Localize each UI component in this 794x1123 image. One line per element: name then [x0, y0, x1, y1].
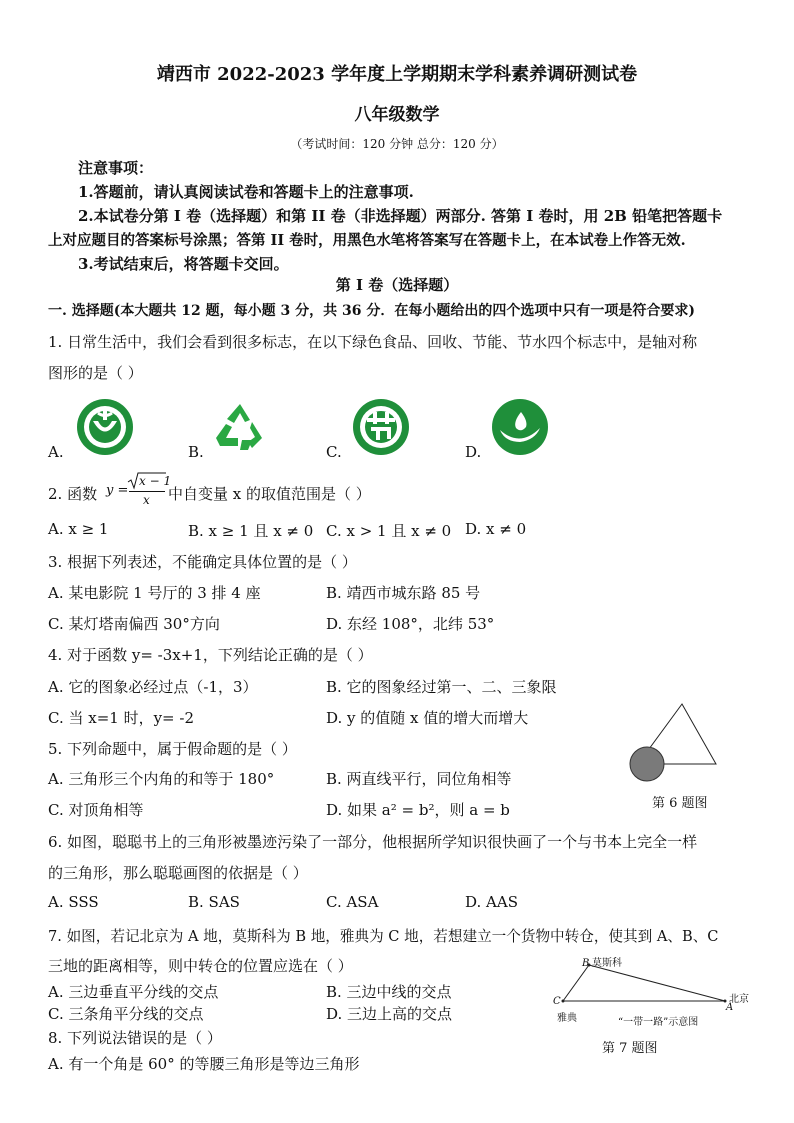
energy-saving-logo-icon: [352, 398, 410, 456]
q4-option-a: A. 它的图象必经过点（-1，3）: [48, 678, 258, 696]
q2-option-a: A. x ≥ 1: [48, 520, 109, 538]
q2-option-c: C. x > 1 且 x ≠ 0: [326, 522, 452, 540]
q1-option-d-label: D.: [465, 443, 482, 461]
q2-option-b: B. x ≥ 1 且 x ≠ 0: [188, 522, 314, 540]
figure-7-label-a: A: [726, 1002, 734, 1013]
subject-title: 八年级数学: [354, 105, 440, 125]
exam-info: （考试时间：120 分钟 总分：120 分）: [290, 137, 504, 151]
figure-7-label-b: B: [582, 958, 590, 969]
figure-7-caption: 第 7 题图: [602, 1041, 658, 1056]
q3-option-c: C. 某灯塔南偏西 30°方向: [48, 615, 220, 633]
q7-option-d: D. 三边上高的交点: [326, 1005, 453, 1023]
q7-line-1: 7. 如图，若记北京为 A 地，莫斯科为 B 地，雅典为 C 地，若想建立一个货物中转仓，使其到 A、B、C: [48, 928, 719, 945]
recycle-logo-icon: [212, 400, 268, 454]
q6-line-1: 6. 如图，聪聪书上的三角形被墨迹污染了一部分，他根据所学知识很快画了一个与书本上完全一样: [48, 833, 698, 851]
part1-title: 第 I 卷（选择题）: [335, 276, 459, 294]
q2-option-d: D. x ≠ 0: [465, 520, 527, 538]
q1-option-b-label: B.: [188, 443, 204, 461]
notes-item-2-line-1: 2.本试卷分第 I 卷（选择题）和第 II 卷（非选择题）两部分. 答第 I 卷时，用 2B 铅笔把答题卡: [78, 207, 723, 225]
q4-option-b: B. 它的图象经过第一、二、三象限: [326, 678, 557, 696]
q5-option-b: B. 两直线平行，同位角相等: [326, 770, 512, 788]
q6-line-2: 的三角形，那么聪聪画图的依据是（ ）: [48, 864, 308, 882]
q1-option-a-label: A.: [48, 443, 64, 461]
q6-option-b: B. SAS: [188, 893, 240, 911]
notes-item-3: 3.考试结束后，将答题卡交回。: [78, 255, 289, 273]
q2-y-equals: y =: [106, 483, 129, 498]
q2-denominator: x: [143, 493, 150, 507]
exam-title: 靖西市 2022-2023 学年度上学期期末学科素养调研测试卷: [156, 64, 638, 85]
q1-line-2: 图形的是（ ）: [48, 364, 143, 382]
q3-stem: 3. 根据下列表述，不能确定具体位置的是（ ）: [48, 553, 357, 571]
q7-option-b: B. 三边中线的交点: [326, 983, 452, 1001]
q2-numerator: x − 1: [139, 474, 172, 488]
q7-option-c: C. 三条角平分线的交点: [48, 1005, 204, 1023]
q4-stem: 4. 对于函数 y= -3x+1，下列结论正确的是（ ）: [48, 646, 373, 664]
q1-line-1: 1. 日常生活中，我们会看到很多标志，在以下绿色食品、回收、节能、节水四个标志中，是轴对称: [48, 333, 698, 351]
q2-prefix: 2. 函数: [48, 485, 98, 503]
green-food-logo-icon: [76, 398, 134, 456]
q2-suffix: 中自变量 x 的取值范围是（ ）: [168, 485, 371, 503]
notes-item-2-line-2: 上对应题目的答案标号涂黑；答第 II 卷时，用黑色水笔将答案写在答题卡上，在本试卷上作答无效.: [48, 232, 686, 249]
q1-option-c-label: C.: [326, 443, 342, 461]
q8-stem: 8. 下列说法错误的是（ ）: [48, 1029, 222, 1047]
q4-option-c: C. 当 x=1 时，y= -2: [48, 709, 195, 727]
q7-line-2: 三地的距离相等，则中转仓的位置应选在（ ）: [48, 957, 353, 975]
notes-item-1: 1.答题前，请认真阅读试卷和答题卡上的注意事项.: [78, 183, 414, 201]
figure-7-athens: 雅典: [557, 1013, 577, 1024]
q2-fraction-bar: [129, 491, 165, 492]
figure-6-ink-stained-triangle: [626, 702, 720, 784]
q7-option-a: A. 三边垂直平分线的交点: [48, 983, 219, 1001]
q4-option-d: D. y 的值随 x 值的增大而增大: [326, 709, 529, 727]
figure-7-moscow: 莫斯科: [592, 958, 622, 969]
figure-7-label-c: C: [553, 996, 561, 1007]
q2-fraction: [127, 471, 172, 511]
q5-option-c: C. 对顶角相等: [48, 801, 144, 819]
q3-option-b: B. 靖西市城东路 85 号: [326, 584, 481, 602]
q5-option-d: D. 如果 a² = b²，则 a = b: [326, 801, 510, 819]
figure-7-beijing: 北京: [729, 994, 749, 1005]
section1-heading: 一. 选择题(本大题共 12 题，每小题 3 分，共 36 分．在每小题给出的四个选项中只有一项是符合要求): [48, 303, 695, 319]
q5-option-a: A. 三角形三个内角的和等于 180°: [48, 770, 275, 788]
q5-stem: 5. 下列命题中，属于假命题的是（ ）: [48, 740, 297, 758]
q6-option-d: D. AAS: [465, 893, 518, 911]
water-saving-logo-icon: [491, 398, 549, 456]
q6-option-a: A. SSS: [48, 893, 99, 911]
q8-option-a: A. 有一个角是 60° 的等腰三角形是等边三角形: [48, 1055, 360, 1073]
figure-7-inner-caption: “一带一路”示意图: [618, 1017, 699, 1028]
figure-6-caption: 第 6 题图: [652, 796, 708, 811]
notes-heading: 注意事项：: [78, 159, 154, 177]
q6-option-c: C. ASA: [326, 893, 379, 911]
q3-option-a: A. 某电影院 1 号厅的 3 排 4 座: [48, 584, 261, 602]
q3-option-d: D. 东经 108°，北纬 53°: [326, 615, 495, 633]
